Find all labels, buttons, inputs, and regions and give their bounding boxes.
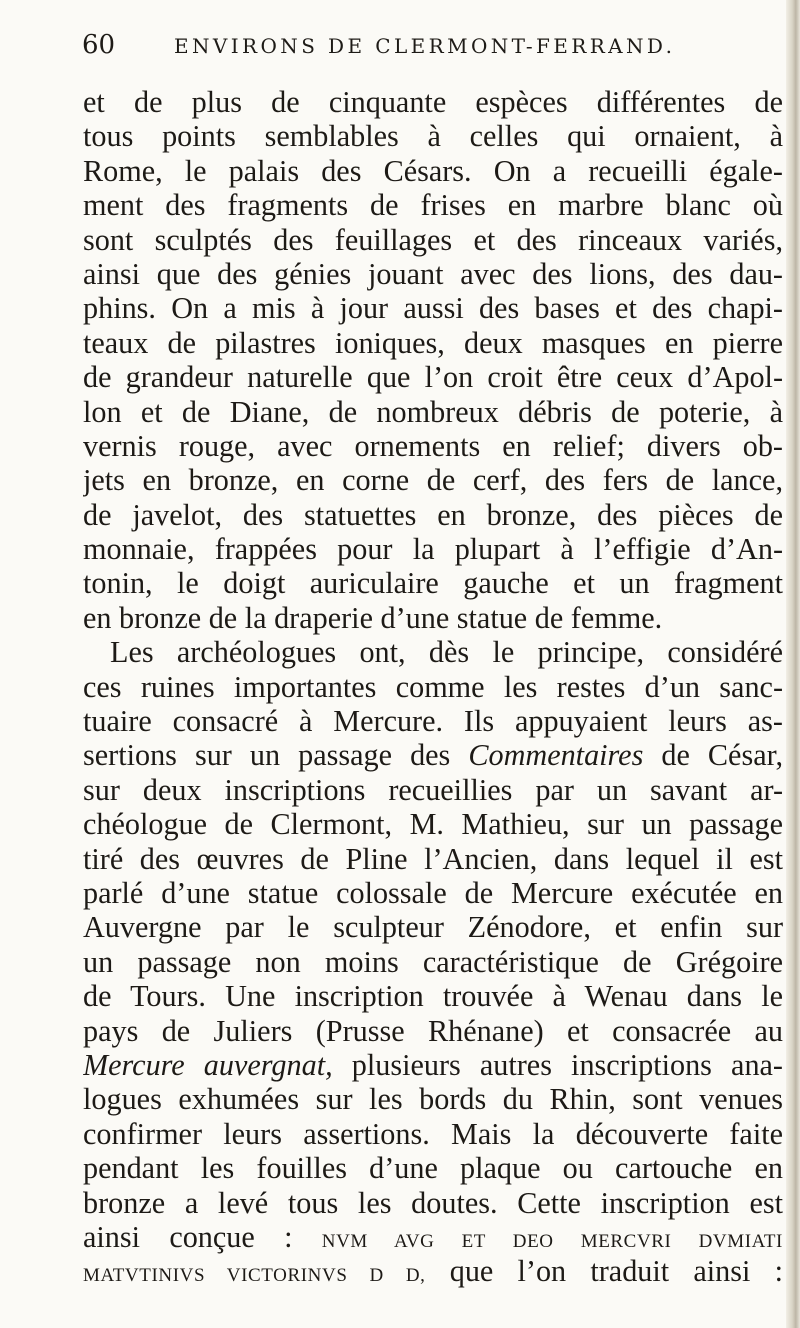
text-segment: de César, (643, 738, 783, 773)
italic-text: Mercure auvergnat, (83, 1047, 333, 1082)
text-line (83, 738, 783, 772)
page-number: 60 (82, 30, 116, 60)
text-line: ainsi que des génies jouant avec des lions, des dau- (83, 256, 783, 291)
text-line (83, 1254, 783, 1288)
text-line: parlé d’une statue colossale de Mercure exécutée en (83, 875, 783, 910)
body-text (83, 85, 783, 1289)
text-line: tuaire consacré à Mercure. Ils appuyaient leurs as- (83, 704, 783, 739)
text-segment: ainsi conçue : (83, 1219, 322, 1254)
text-line: monnaie, frappées pour la plupart à l’effigie d’An- (83, 532, 783, 567)
text-line: ment des fragments de frises en marbre blanc où (83, 188, 783, 223)
text-segment: sertions sur un passage des (83, 738, 469, 773)
text-segment: que l’on traduit ainsi : (425, 1254, 783, 1289)
text-line: phins. On a mis à jour aussi des bases et des chapi- (83, 291, 783, 326)
text-line: tous points semblables à celles qui ornaient, à (83, 119, 783, 154)
text-line: Les archéologues ont, dès le principe, considéré (110, 635, 783, 670)
text-line: de Tours. Une inscription trouvée à Wenau dans le (83, 979, 783, 1014)
text-line: ces ruines importantes comme les restes d’un sanc- (83, 669, 783, 704)
page-edge (786, 0, 800, 1328)
text-line: de grandeur naturelle que l’on croit être ceux d’Apol- (83, 360, 783, 395)
text-line: en bronze de la draperie d’une statue de femme. (83, 600, 663, 635)
text-line: tonin, le doigt auriculaire gauche et un fragment (83, 566, 783, 601)
text-line: logues exhumées sur les bords du Rhin, sont venues (83, 1082, 783, 1117)
text-line: Rome, le palais des Césars. On a recueilli égale- (83, 153, 783, 188)
text-line (83, 1048, 783, 1082)
text-line: jets en bronze, en corne de cerf, des fers de lance, (83, 463, 783, 498)
text-segment: plusieurs autres inscriptions ana- (332, 1047, 783, 1082)
text-line: lon et de Diane, de nombreux débris de poterie, à (83, 394, 783, 429)
text-line: pendant les fouilles d’une plaque ou cartouche en (83, 1151, 783, 1186)
text-line: un passage non moins caractéristique de Grégoire (83, 944, 783, 979)
inscription-text: NVM AVG ET DEO MERCVRI DVMIATI (321, 1230, 783, 1252)
text-line: sont sculptés des feuillages et des rinceaux variés, (83, 222, 783, 257)
page-header (82, 30, 782, 70)
running-title: ENVIRONS DE CLERMONT-FERRAND. (174, 34, 676, 58)
text-line: vernis rouge, avec ornements en relief; divers ob- (83, 428, 783, 463)
text-line: sur deux inscriptions recueillies par un savant ar- (83, 772, 783, 807)
text-line: pays de Juliers (Prusse Rhénane) et consacrée au (83, 1013, 783, 1048)
text-line: bronze a levé tous les doutes. Cette inscription est (83, 1185, 783, 1220)
text-line: et de plus de cinquante espèces différentes de (83, 85, 783, 119)
text-line: teaux de pilastres ioniques, deux masques en pierre (83, 325, 783, 360)
italic-text: Commentaires (468, 738, 644, 773)
text-line: Auvergne par le sculpteur Zénodore, et enfin sur (83, 910, 783, 945)
text-line: de javelot, des statuettes en bronze, des pièces de (83, 497, 783, 532)
text-line: chéologue de Clermont, M. Mathieu, sur un passage (83, 807, 783, 842)
text-line (83, 1220, 783, 1254)
text-line: tiré des œuvres de Pline l’Ancien, dans lequel il est (83, 841, 783, 876)
inscription-text: MATVTINIVS VICTORINVS D D, (83, 1265, 426, 1287)
text-line: confirmer leurs assertions. Mais la découverte faite (83, 1116, 783, 1151)
